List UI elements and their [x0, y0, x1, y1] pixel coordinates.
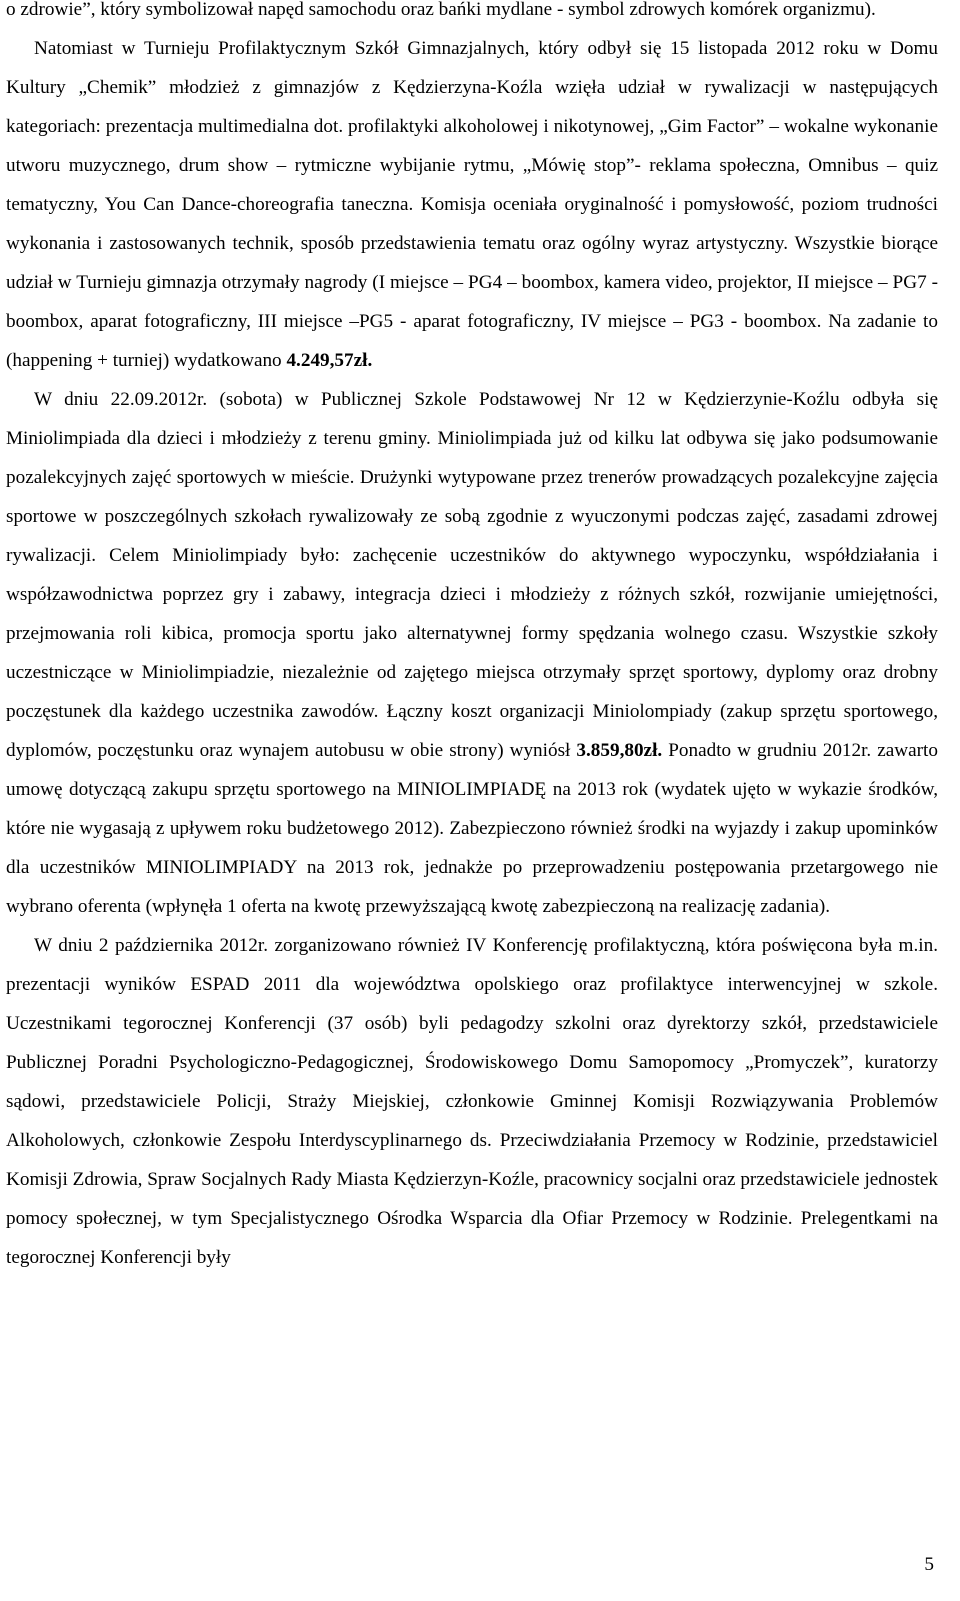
- paragraph-3: [6, 380, 938, 926]
- paragraph-1: [6, 0, 938, 29]
- document-page: [6, 0, 938, 1601]
- document-body: [6, 0, 938, 1277]
- paragraph-3-text-b: Ponadto w grudniu 2012r. zawarto umowę dotyczącą zakupu sprzętu sportowego na MINIOLIMPIADĘ na 2013 rok (wydatek ujęto w wykazie środków, które nie wygasają z upływem roku budżetowego 2012). Zabezpieczono również środki na wyjazdy i zakup upominków dla uczestników MINIOLIMPIADY na 2013 rok, jednakże po przeprowadzeniu postępowania przetargowego nie wybrano oferenta (wpłynęła 1 oferta na kwotę przewyższającą kwotę zabezpieczoną na realizację zadania).: [6, 740, 938, 917]
- miniolimpiada-cost-amount: 3.859,80zł.: [576, 740, 663, 761]
- paragraph-2-text: Natomiast w Turnieju Profilaktycznym Szkół Gimnazjalnych, który odbył się 15 listopada 2012 roku w Domu Kultury „Chemik” młodzież z gimnazjów z Kędzierzyna-Koźla wzięła udział w rywalizacji w następujących kategoriach: prezentacja multimedialna dot. profilaktyki alkoholowej i nikotynowej, „Gim Factor” – wokalne wykonanie utworu muzycznego, drum show – rytmiczne wybijanie rytmu, „Mówię stop”- reklama społeczna, Omnibus – quiz tematyczny, You Can Dance-choreografia taneczna. Komisja oceniała oryginalność i pomysłowość, poziom trudności wykonania i zastosowanych technik, sposób przedstawienia tematu oraz ogólny wyraz artystyczny. Wszystkie biorące udział w Turnieju gimnazja otrzymały nagrody (I miejsce – PG4 – boombox, kamera video, projektor, II miejsce – PG7 - boombox, aparat fotograficzny, III miejsce –PG5 - aparat fotograficzny, IV miejsce – PG3 - boombox. Na zadanie to (happening + turniej) wydatkowano: [6, 38, 938, 371]
- paragraph-2: [6, 29, 938, 380]
- turniej-cost-amount: 4.249,57zł.: [286, 350, 373, 371]
- paragraph-4-text: W dniu 2 października 2012r. zorganizowano również IV Konferencję profilaktyczną, która poświęcona była m.in. prezentacji wyników ESPAD 2011 dla województwa opolskiego oraz profilaktyce interwencyjnej w szkole. Uczestnikami tegorocznej Konferencji (37 osób) byli pedagodzy szkolni oraz dyrektorzy szkół, przedstawiciele Publicznej Poradni Psychologiczno-Pedagogicznej, Środowiskowego Domu Samopomocy „Promyczek”, kuratorzy sądowi, przedstawiciele Policji, Straży Miejskiej, członkowie Gminnej Komisji Rozwiązywania Problemów Alkoholowych, członkowie Zespołu Interdyscyplinarnego ds. Przeciwdziałania Przemocy w Rodzinie, przedstawiciel Komisji Zdrowia, Spraw Socjalnych Rady Miasta Kędzierzyn-Koźle, pracownicy socjalni oraz przedstawiciele jednostek pomocy społecznej, w tym Specjalistycznego Ośrodka Wsparcia dla Ofiar Przemocy w Rodzinie. Prelegentkami na tegorocznej Konferencji były: [6, 935, 938, 1268]
- paragraph-4: [6, 926, 938, 1277]
- paragraph-3-text-a: W dniu 22.09.2012r. (sobota) w Publicznej Szkole Podstawowej Nr 12 w Kędzierzynie-Koźlu odbyła się Miniolimpiada dla dzieci i młodzieży z terenu gminy. Miniolimpiada już od kilku lat odbywa się jako podsumowanie pozalekcyjnych zajęć sportowych w mieście. Drużynki wytypowane przez trenerów prowadzących pozalekcyjne zajęcia sportowe w poszczególnych szkołach rywalizowały ze sobą zgodnie z wyuczonymi podczas zajęć, zasadami zdrowej rywalizacji. Celem Miniolimpiady było: zachęcenie uczestników do aktywnego wypoczynku, współdziałania i współzawodnictwa poprzez gry i zabawy, integracja dzieci i młodzieży z różnych szkół, rozwijanie umiejętności, przejmowania roli kibica, promocja sportu jako alternatywnej formy spędzania wolnego czasu. Wszystkie szkoły uczestniczące w Miniolimpiadzie, niezależnie od zajętego miejsca otrzymały sprzęt sportowy, dyplomy oraz drobny poczęstunek dla każdego uczestnika zawodów. Łączny koszt organizacji Miniolompiady (zakup sprzętu sportowego, dyplomów, poczęstunku oraz wynajem autobusu w obie strony) wyniósł: [6, 389, 938, 761]
- page-number: 5: [924, 1554, 934, 1575]
- paragraph-1-text: o zdrowie”, który symbolizował napęd samochodu oraz bańki mydlane - symbol zdrowych komórek organizmu).: [6, 0, 876, 20]
